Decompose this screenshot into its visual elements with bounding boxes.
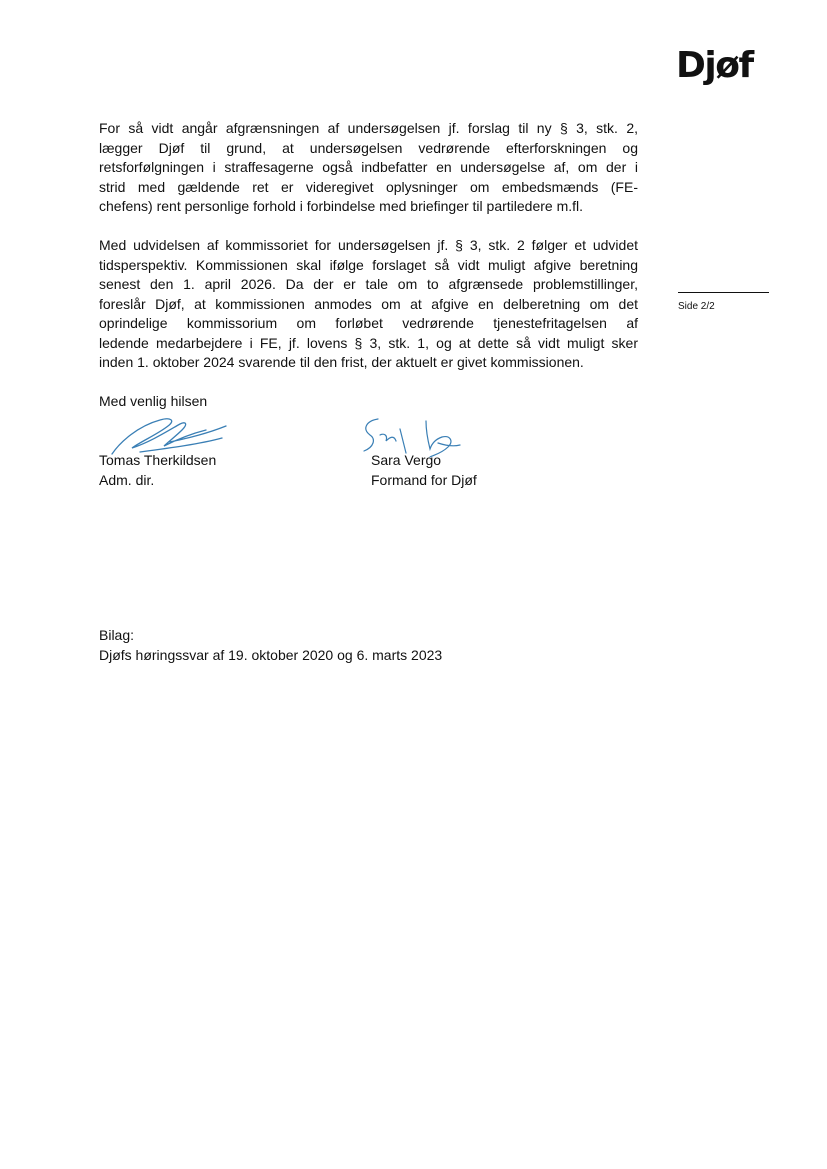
paragraph-line: strid med gældende ret er videregivet oplysninger om embedsmænds (FE- — [99, 178, 638, 195]
paragraph-line: chefens) rent personlige forhold i forbindelse med briefinger til partiledere m.fl. — [99, 198, 584, 214]
attachment-section — [99, 626, 442, 665]
attachment-text: Djøfs høringssvar af 19. oktober 2020 og 6. marts 2023 — [99, 646, 443, 663]
closing-greeting: Med venlig hilsen — [99, 393, 208, 409]
paragraph-line: foreslår Djøf, at kommissionen anmodes om at afgive en delberetning om det — [99, 295, 638, 312]
paragraph-line: oprindelige kommissorium om forløbet vedrørende tjenestefritagelsen af — [99, 315, 638, 331]
djof-logo: Djøf — [676, 45, 753, 86]
paragraph-line: retsforfølgningen i straffesagerne også indbefatter en undersøgelse af, om der i — [99, 159, 638, 175]
signatory-left — [99, 451, 216, 490]
sidebar-divider — [678, 292, 769, 293]
page-number-label: Side 2/2 — [678, 301, 715, 312]
paragraph-line: Med udvidelsen af kommissoriet for undersøgelsen jf. § 3, stk. 2 følger et udvidet — [99, 237, 638, 253]
signatory-title: Formand for Djøf — [371, 471, 477, 488]
paragraph-line: For så vidt angår afgrænsningen af undersøgelsen jf. forslag til ny § 3, stk. 2, — [99, 120, 638, 136]
paragraph-line: inden 1. oktober 2024 svarende til den frist, der aktuelt er givet kommissionen. — [99, 354, 584, 370]
paragraph-line: tidsperspektiv. Kommissionen skal ifølge forslaget så vidt muligt afgive beretning — [99, 256, 638, 273]
body-paragraph-2 — [99, 236, 638, 373]
paragraph-line: lægger Djøf til grund, at undersøgelsen vedrørende efterforskningen og — [99, 139, 638, 156]
paragraph-line: ledende medarbejdere i FE, jf. lovens § 3, stk. 1, og at dette så vidt muligt sker — [99, 334, 638, 351]
signatory-name: Tomas Therkildsen — [99, 452, 217, 468]
signatory-right — [371, 451, 477, 490]
body-paragraph-1 — [99, 119, 638, 217]
paragraph-line: senest den 1. april 2026. Da der er tale om to afgrænsede problemstillinger, — [99, 276, 638, 292]
signatory-title: Adm. dir. — [99, 471, 155, 488]
attachment-heading: Bilag: — [99, 627, 135, 643]
signatory-name: Sara Vergo — [371, 452, 442, 468]
